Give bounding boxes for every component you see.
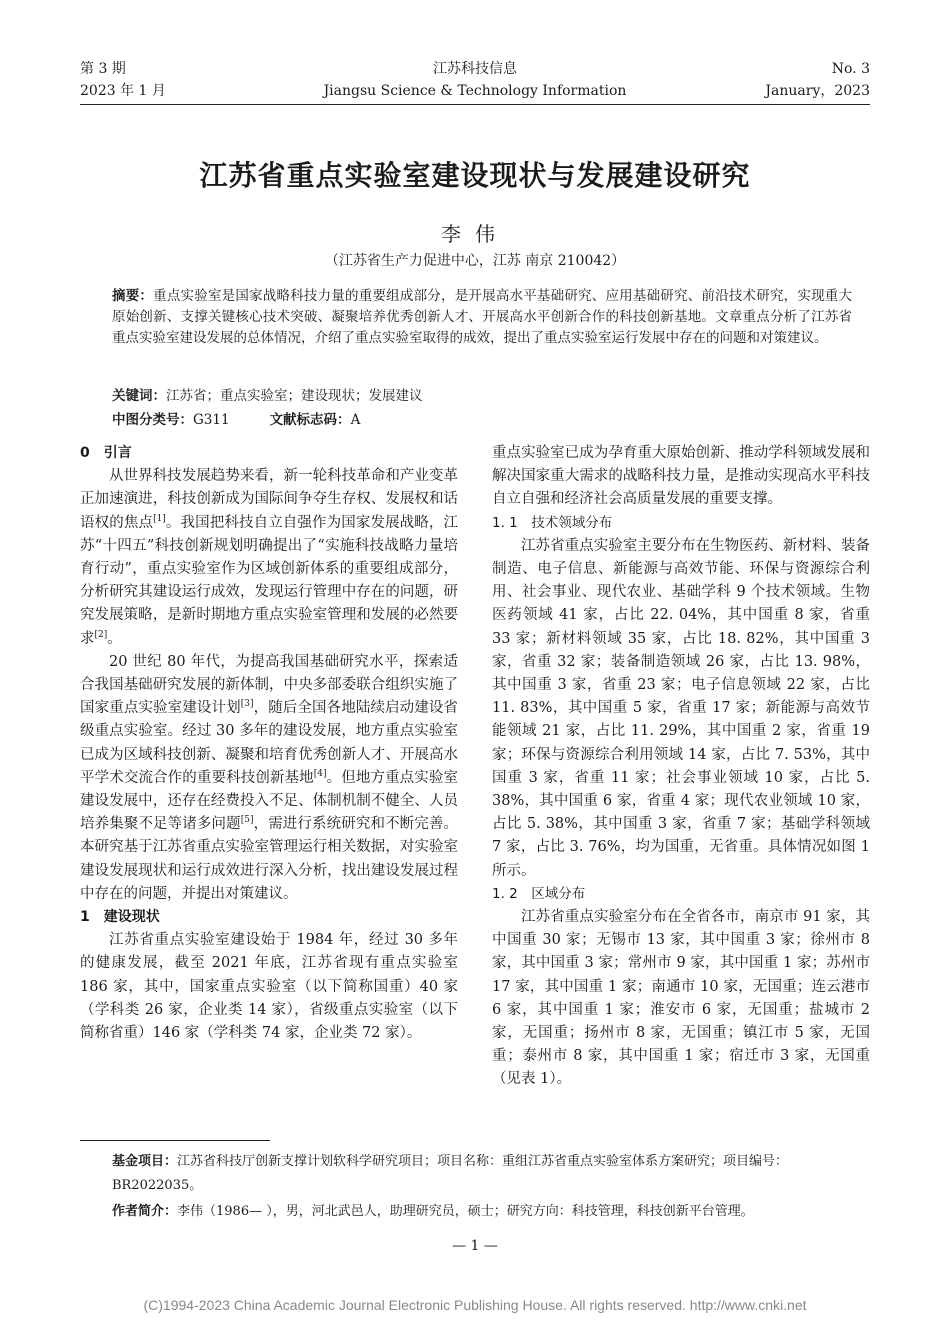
citation: [3] [240,699,254,710]
citation: [5] [240,815,254,826]
paragraph: 江苏省重点实验室主要分布在生物医药、新材料、装备制造、电子信息、新能源与高效节能、环保与资源综合利用、社会事业、现代农业、基础学科 9 个技术领域。生物医药领域 41 家，占比 22. 04%，其中国重 8 家，省重 33 家；新材料领域 35 家，占比 18. 82%，其中国重 3 家，省重 32 家；装备制造领域 26 家，占比 13. 98%，其中国重 3 家，省重 23 家；电子信息领域 22 家，占比 11. 83%，其中国重 5 家，省重 17 家；新能源与高效节能领域 21 家，占比 11. 29%，其中国重 2 家，省重 19 家；环保与资源综合利用领域 14 家，占比 7. 53%，其中国重 3 家，省重 11 家；社会事业领域 10 家，占比 5. 38%，其中国重 6 家，省重 4 家；现代农业领域 10 家，占比 5. 38%，其中国重 3 家，省重 7 家；基础学科领域 7 家，占比 3. 76%，均为国重，无省重。具体情况如图 1 所示。 [492,537,870,879]
author-bio [112,1200,857,1224]
running-header-right [765,58,870,102]
section-heading-introduction: 0 引言 [80,445,132,461]
issue-date-en: January，2023 [765,83,870,99]
paragraph [80,465,458,651]
issue-number-cn: 第 3 期 [80,61,126,77]
funding-label: 基金项目： [112,1154,178,1169]
paragraph [80,651,458,906]
citation: [4] [313,769,327,780]
doc-code-value: A [350,412,361,428]
paragraph-text: 20 世纪 80 年代，为提高我国基础研究水平，探索适合我国基础研究发展的新体制，中央多部委联合组织实施了国家重点实验室建设计划 [80,653,458,717]
body-column-left [80,442,458,1045]
page-number: — 1 — [452,1238,498,1254]
author-affiliation: （江苏省生产力促进中心，江苏 南京 210042） [324,253,626,269]
citation: [2] [94,629,108,640]
abstract-text: 重点实验室是国家战略科技力量的重要组成部分，是开展高水平基础研究、应用基础研究、前沿技术研究，实现重大原始创新、支撑关键核心技术突破、凝聚培养优秀创新人才、开展高水平创新合作的科技创新基地。文章重点分析了江苏省重点实验室建设发展的总体情况，介绍了重点实验室取得的成效，提出了重点实验室运行发展中存在的问题和对策建议。 [112,288,853,346]
issue-number-en: No. 3 [831,61,870,77]
abstract-label: 摘要： [112,288,154,304]
body-column-right [492,442,870,1092]
paragraph-continued: 重点实验室已成为孕育重大原始创新、推动学科领域发展和解决国家重大需求的战略科技力量，是推动实现高水平科技自立自强和经济社会高质量发展的重要支撑。 [492,445,870,508]
cnki-watermark: (C)1994-2023 China Academic Journal Electronic Publishing House. All rights reserved. http://www.cnki.net [143,1297,807,1313]
journal-name-en: Jiangsu Science & Technology Information [323,83,627,99]
classification-row [112,410,852,431]
issue-date-cn: 2023 年 1 月 [80,83,166,99]
paragraph: 江苏省重点实验室建设始于 1984 年，经过 30 多年的健康发展，截至 2021 年底，江苏省现有重点实验室 186 家，其中，国家重点实验室（以下简称国重）40 家（学科类 26 家，企业类 14 家），省级重点实验室（以下简称省重）146 家（学科类 74 家，企业类 72 家）。 [80,932,458,1042]
article-author: 李伟 [441,222,509,246]
funding-text: 江苏省科技厅创新支撑计划软科学研究项目；项目名称：重组江苏省重点实验室体系方案研究；项目编号：BR2022035。 [112,1154,789,1193]
paragraph-text: 。我国把科技自立自强作为国家发展战略，江苏“十四五”科技创新规划明确提出了“实施科技战略力量培育行动”，重点实验室作为区域创新体系的重要组成部分，分析研究其建设运行成效，发现运行管理中存在的问题，研究发展策略，是新时期地方重点实验室管理和发展的必然要求 [80,514,459,647]
citation: [1] [153,513,166,524]
section-heading-status: 1 建设现状 [80,909,160,926]
paragraph-text: 从世界科技发展趋势来看，新一轮科技革命和产业变革正加速演进，科技创新成为国际间争夺生存权、发展权和话语权的焦点 [80,468,458,531]
bio-text: 李伟（1986— ），男，河北武邑人，助理研究员，硕士；研究方向：科技管理，科技创新平台管理。 [177,1204,754,1219]
keywords-label: 关键词： [112,388,166,404]
keywords [112,386,852,407]
abstract [112,286,852,349]
paragraph-text: ，随后全国各地陆续启动建设省级重点实验室。经过 30 多年的建设发展，地方重点实验室已成为区域科技创新、凝聚和培育优秀创新人才、开展高水平学术交流合作的重要科技创新基地 [80,700,459,786]
class-label: 中图分类号： [112,412,193,428]
class-value: G311 [193,412,230,428]
paragraph-text: 。 [107,630,122,647]
funding-note [112,1150,857,1198]
journal-name-cn: 江苏科技信息 [433,61,517,77]
doc-code-label: 文献标志码： [269,412,351,428]
paragraph: 江苏省重点实验室分布在全省各市，南京市 91 家，其中国重 30 家；无锡市 13 家，其中国重 3 家；徐州市 8 家，其中国重 3 家；常州市 9 家，其中国重 1 家；苏州市 17 家，其中国重 1 家；南通市 10 家，无国重；连云港市 6 家，其中国重 1 家；淮安市 6 家，无国重；盐城市 2 家，无国重；扬州市 8 家，无国重；镇江市 5 家，无国重；泰州市 8 家，其中国重 1 家；宿迁市 3 家，无国重（见表 1）。 [492,909,870,1088]
article-title: 江苏省重点实验室建设现状与发展建设研究 [199,159,751,192]
paragraph-text: 。但地方重点实验室建设发展中，还存在经费投入不足、体制机制不健全、人员培养集聚不足等诸多问题 [80,769,459,833]
header-rule [80,104,870,105]
footnote-rule [80,1140,270,1141]
subsection-heading-tech-fields: 1. 1 技术领域分布 [492,514,613,531]
bio-label: 作者简介： [112,1204,178,1219]
paragraph-text: ，需进行系统研究和不断完善。本研究基于江苏省重点实验室管理运行相关数据，对实验室建设发展现状和运行成效进行深入分析，找出建设发展过程中存在的问题，并提出对策建议。 [80,816,459,902]
keywords-text: 江苏省；重点实验室；建设现状；发展建议 [166,388,423,404]
subsection-heading-regions: 1. 2 区域分布 [492,885,586,902]
